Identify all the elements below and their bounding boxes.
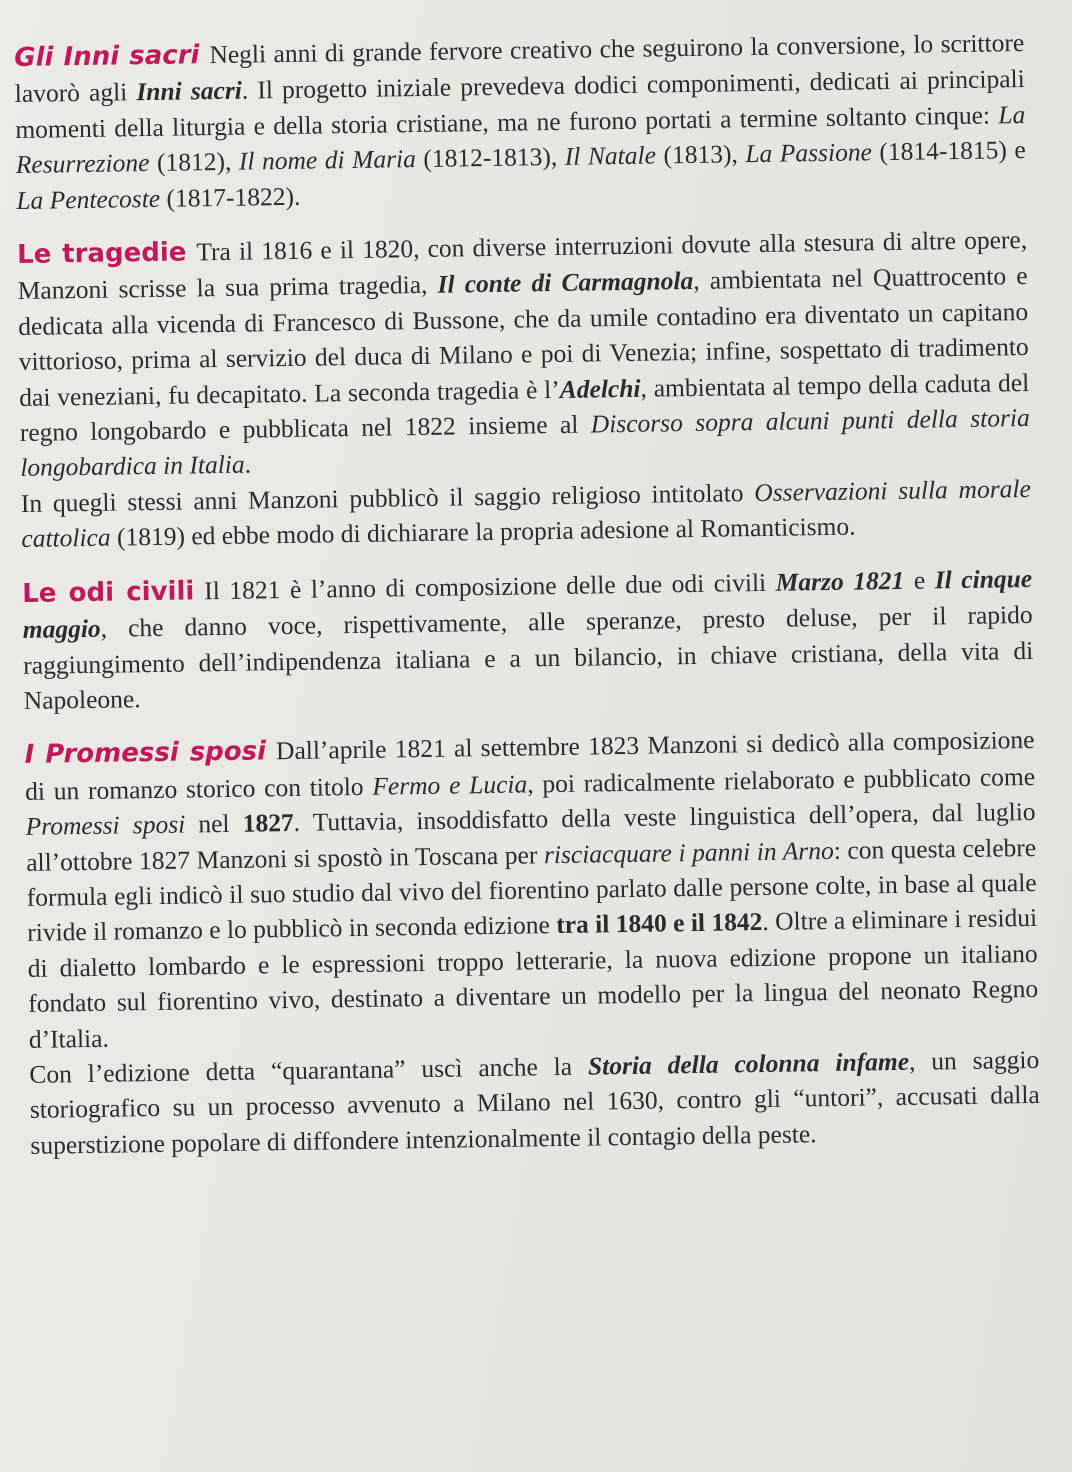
section-heading: I Promessi sposi	[24, 736, 267, 771]
section-heading: Le tragedie	[16, 237, 187, 271]
paragraph: Gli Inni sacri Negli anni di grande fervore creativo che seguirono la conversione, lo scrittore lavorò agli Inni sacri. Il progetto iniziale prevedeva dodici componimenti, dedicati ai principali momenti della liturgia e della storia cristiane, ma ne furono portati a termine soltanto cinque: La Resurrezione (1812), Il nome di Maria (1812-1813), Il Natale (1813), La Passione (1814-1815) e La Pentecoste (1817-1822).	[14, 28, 1026, 215]
textbook-page	[14, 25, 1041, 1182]
paragraph: Le tragedie Tra il 1816 e il 1820, con diverse interruzioni dovute alla stesura di altre opere, Manzoni scrisse la sua prima tragedia, Il conte di Carmagnola, ambientata nel Quattrocento e dedicata alla vicenda di Francesco di Bussone, che da umile contadino era diventato un capitano vittorioso, prima al servizio del duca di Milano e poi di Venezia; infine, sospettato di tradimento dai veneziani, fu decapitato. La seconda tragedia è l’Adelchi, ambientata al tempo della caduta del regno longobardo e pubblicata nel 1822 insieme al Discorso sopra alcuni punti della storia longobardica in Italia.	[16, 225, 1030, 483]
section-odi-civili	[22, 561, 1034, 719]
section-tragedie	[17, 222, 1032, 557]
paragraph: I Promessi sposi Dall’aprile 1821 al settembre 1823 Manzoni si dedicò alla composizione di un romanzo storico con titolo Fermo e Lucia, poi radicalmente rielaborato e pubblicato come Promessi sposi nel 1827. Tuttavia, insoddisfatto della veste linguistica dell’opera, dal luglio all’ottobre 1827 Manzoni si spostò in Toscana per risciacquare i panni in Arno: con questa celebre formula egli indicò il suo studio dal vivo del fiorentino parlato dalle persone colte, in base al quale rivide il romanzo e lo pubblicò in seconda edizione tra il 1840 e il 1842. Oltre a eliminare i residui di dialetto lombardo e le espressioni troppo letterarie, la nuova edizione propone un italiano fondato sul fiorentino vivo, destinato a diventare un modello per la lingua del neonato Regno d’Italia.	[24, 725, 1039, 1054]
paragraph-continuation: Con l’edizione detta “quarantana” uscì anche la Storia della colonna infame, un saggio storiografico su un processo avvenuto a Milano nel 1630, contro gli “untori”, accusati dalla superstizione popolare di diffondere intenzionalmente il contagio della peste.	[29, 1044, 1040, 1160]
section-heading: Le odi civili	[21, 576, 195, 609]
section-inni-sacri	[14, 25, 1027, 218]
section-heading: Gli Inni sacri	[14, 40, 200, 73]
paragraph: Le odi civili Il 1821 è l’anno di composizione delle due odi civili Marzo 1821 e Il cinque maggio, che danno voce, rispettivamente, alle speranze, presto deluse, per il rapido raggiungimento dell’indipendenza italiana e a un bilancio, in chiave cristiana, della vita di Napoleone.	[21, 563, 1034, 715]
section-promessi-sposi	[24, 722, 1040, 1163]
paragraph-continuation: In quegli stessi anni Manzoni pubblicò il saggio religioso intitolato Osservazioni sulla morale cattolica (1819) ed ebbe modo di dichiarare la propria adesione al Romanticismo.	[20, 473, 1031, 554]
